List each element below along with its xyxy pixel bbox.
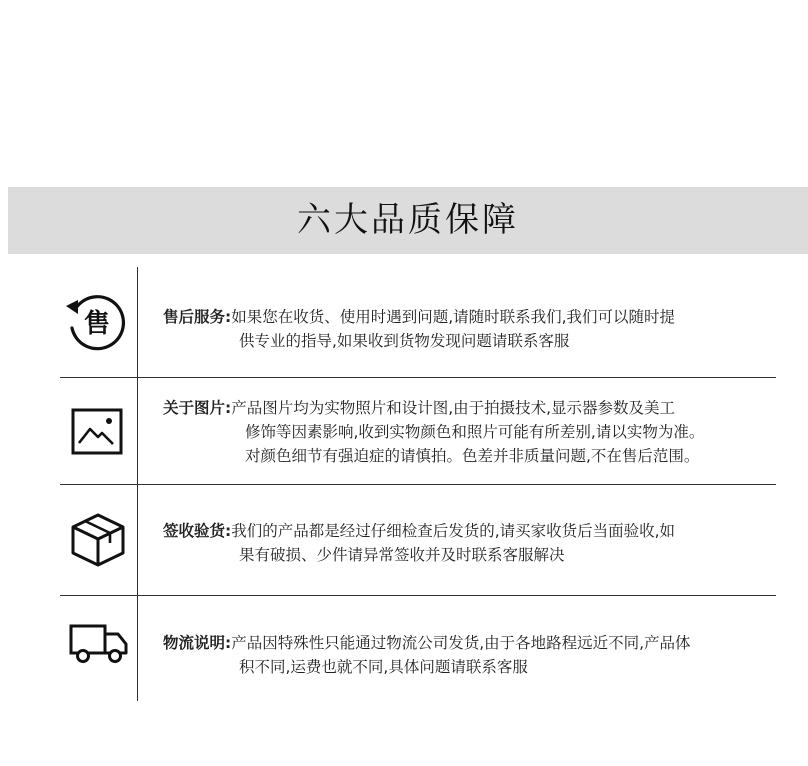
about-pictures-label: 关于图片: (163, 399, 232, 417)
picture-icon (70, 407, 126, 461)
after-sales-line-1: 如果您在收货、使用时遇到问题,请随时联系我们,我们可以随时提 (231, 308, 676, 326)
after-sales-label: 售后服务: (163, 308, 232, 326)
package-inspection-line-2: 果有破损、少件请异常签收并及时联系客服解决 (239, 546, 565, 564)
row-divider (60, 377, 776, 378)
about-pictures-line-2: 修饰等因素影响,收到实物颜色和照片可能有所差别,请以实物为准。 (245, 423, 705, 441)
logistics-line-1: 产品因特殊性只能通过物流公司发货,由于各地路程远近不同,产品体 (231, 634, 691, 652)
package-inspection-text (163, 519, 783, 567)
about-pictures-line-3: 对颜色细节有强迫症的请慎拍。色差并非质量问题,不在售后范围。 (245, 447, 700, 465)
logistics-text (163, 631, 783, 679)
logistics-label: 物流说明: (163, 634, 232, 652)
package-inspection-label: 签收验货: (163, 522, 232, 540)
delivery-truck-icon (68, 621, 130, 669)
after-sales-text (163, 305, 783, 353)
row-divider (60, 595, 776, 596)
logistics-line-2: 积不同,运费也就不同,具体问题请联系客服 (239, 658, 528, 676)
package-box-icon (68, 511, 128, 573)
page-title: 六大品质保障 (297, 200, 519, 240)
svg-text:售: 售 (83, 309, 111, 339)
after-sales-line-2: 供专业的指导,如果收到货物发现问题请联系客服 (239, 332, 570, 350)
row-divider (60, 484, 776, 485)
title-banner (8, 187, 808, 254)
after-sales-icon (62, 288, 130, 360)
about-pictures-text (163, 396, 783, 468)
about-pictures-line-1: 产品图片均为实物照片和设计图,由于拍摄技术,显示器参数及美工 (231, 399, 676, 417)
package-inspection-line-1: 我们的产品都是经过仔细检查后发货的,请买家收货后当面验收,如 (231, 522, 676, 540)
